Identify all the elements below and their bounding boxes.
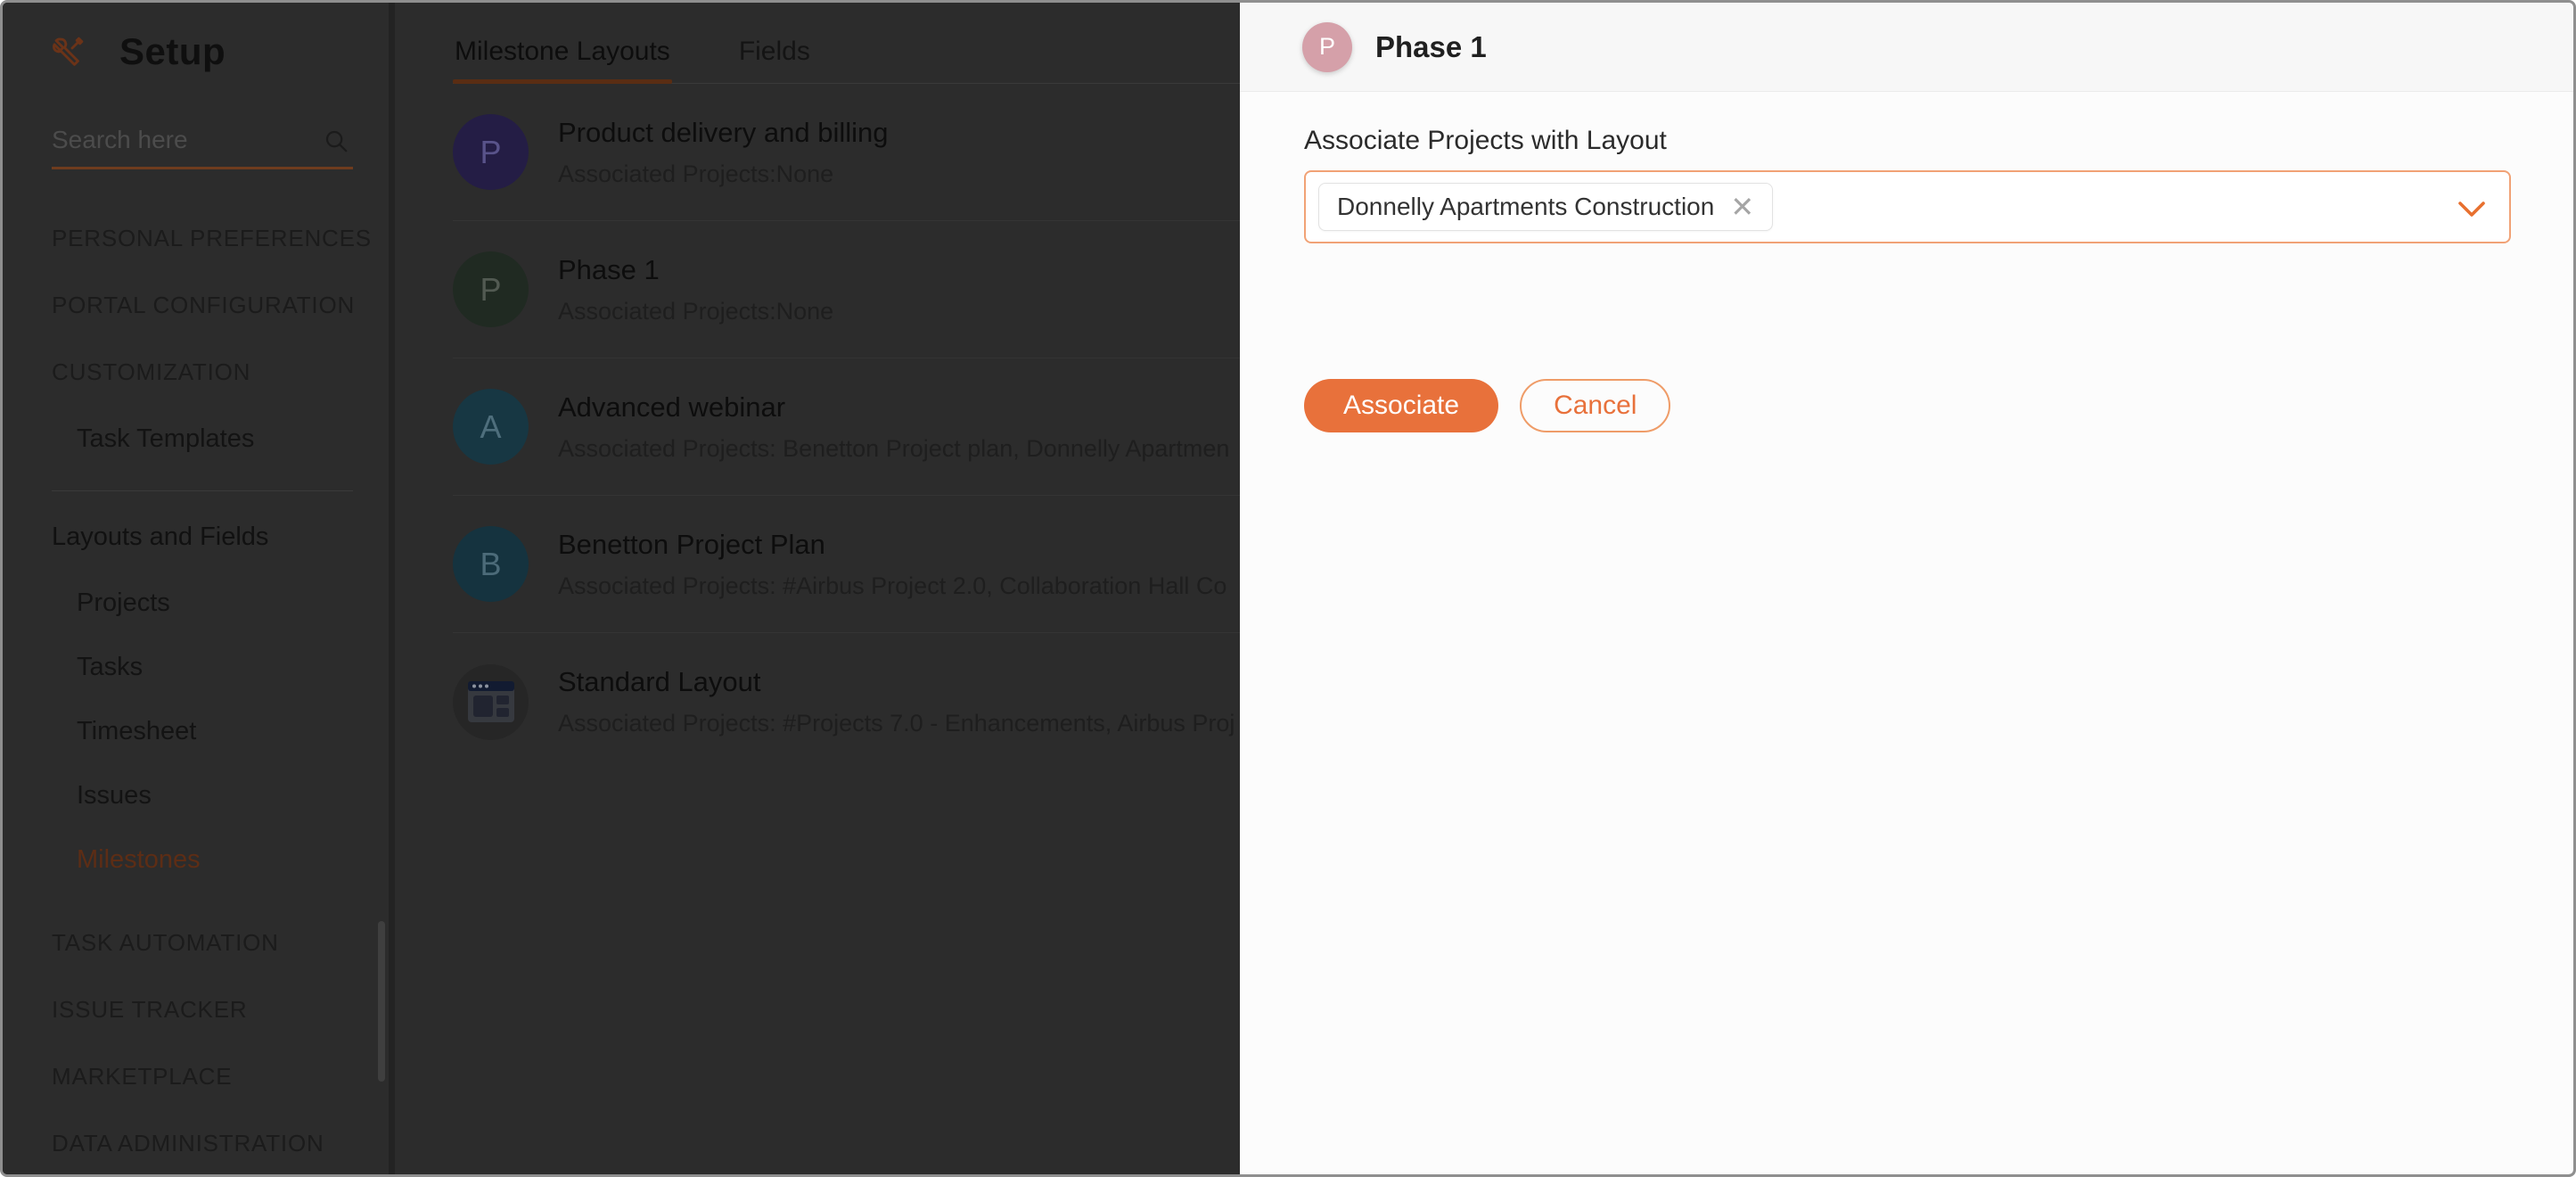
sidebar-nav	[52, 205, 389, 1174]
layout-title: Phase 1	[558, 253, 660, 285]
sidebar-item-task-templates[interactable]: Task Templates	[77, 424, 255, 453]
layout-associated-projects: Associated Projects: #Airbus Project 2.0, Collaboration Hall Co	[558, 572, 1227, 599]
layout-title: Standard Layout	[558, 666, 761, 697]
sidebar-search	[52, 126, 353, 169]
associate-button[interactable]: Associate	[1304, 379, 1498, 432]
sidebar-item-data-administration[interactable]: DATA ADMINISTRATION	[52, 1130, 324, 1156]
window-layout-icon	[453, 664, 529, 740]
layout-row-standard-layout[interactable]	[453, 633, 1240, 770]
page-title: Setup	[119, 30, 226, 72]
search-icon[interactable]	[323, 128, 349, 154]
sidebar-item-milestones[interactable]: Milestones	[77, 844, 201, 874]
layout-associated-projects: Associated Projects:None	[558, 160, 834, 187]
layout-associated-projects: Associated Projects: #Projects 7.0 - Enhancements, Airbus Proj	[558, 710, 1235, 737]
panel-title: Phase 1	[1375, 29, 1487, 63]
setup-header	[52, 29, 389, 74]
milestone-avatar: P	[1302, 22, 1352, 72]
panel-body	[1240, 92, 2573, 432]
dimmed-background-region	[3, 3, 1240, 1174]
setup-tools-icon	[52, 35, 86, 69]
tab-bar	[453, 3, 1240, 84]
panel-actions	[1304, 379, 2511, 432]
tab-milestone-layouts[interactable]: Milestone Layouts	[453, 24, 672, 83]
layout-title: Advanced webinar	[558, 391, 786, 423]
sidebar-divider	[52, 490, 353, 491]
sidebar-item-marketplace[interactable]: MARKETPLACE	[52, 1063, 233, 1090]
sidebar-item-timesheet[interactable]: Timesheet	[77, 716, 197, 745]
sidebar-item-issue-tracker[interactable]: ISSUE TRACKER	[52, 996, 248, 1023]
sidebar-item-customization[interactable]: CUSTOMIZATION	[52, 358, 251, 385]
layout-associated-projects: Associated Projects:None	[558, 297, 834, 325]
layout-title: Benetton Project Plan	[558, 528, 825, 560]
sidebar-item-tasks[interactable]: Tasks	[77, 652, 144, 681]
chevron-down-icon[interactable]	[2457, 201, 2486, 218]
chip-remove-icon[interactable]: ✕	[1730, 191, 1755, 223]
sidebar-item-layouts-and-fields[interactable]: Layouts and Fields	[52, 523, 269, 551]
milestone-layouts-content	[395, 3, 1240, 1174]
projects-multiselect[interactable]	[1304, 170, 2511, 243]
avatar: A	[453, 389, 529, 465]
layout-title: Product delivery and billing	[558, 116, 889, 148]
search-input[interactable]	[52, 126, 310, 154]
sidebar-item-portal-configuration[interactable]: PORTAL CONFIGURATION	[52, 292, 356, 318]
layout-row-advanced-webinar[interactable]	[453, 358, 1240, 496]
associate-projects-panel	[1240, 3, 2573, 1174]
selected-project-chip	[1318, 183, 1773, 231]
sidebar-item-issues[interactable]: Issues	[77, 780, 152, 810]
associate-projects-label: Associate Projects with Layout	[1304, 126, 1667, 155]
sidebar-item-projects[interactable]: Projects	[77, 588, 170, 617]
setup-sidebar	[3, 3, 395, 1174]
layout-associated-projects: Associated Projects: Benetton Project plan, Donnelly Apartmen	[558, 434, 1230, 462]
chip-label: Donnelly Apartments Construction	[1337, 193, 1715, 220]
layout-row-benetton-project-plan[interactable]	[453, 496, 1240, 633]
layout-row-product-delivery[interactable]	[453, 84, 1240, 221]
panel-header	[1240, 3, 2573, 92]
layout-row-phase-1[interactable]	[453, 221, 1240, 358]
sidebar-item-task-automation[interactable]: TASK AUTOMATION	[52, 929, 279, 956]
avatar: B	[453, 526, 529, 602]
avatar: P	[453, 251, 529, 327]
sidebar-scrollbar-thumb[interactable]	[378, 921, 385, 1082]
milestone-layout-list	[453, 84, 1240, 770]
avatar: P	[453, 114, 529, 190]
cancel-button[interactable]: Cancel	[1520, 379, 1670, 432]
sidebar-item-personal-preferences[interactable]: PERSONAL PREFERENCES	[52, 225, 372, 251]
tab-fields[interactable]: Fields	[738, 37, 810, 66]
